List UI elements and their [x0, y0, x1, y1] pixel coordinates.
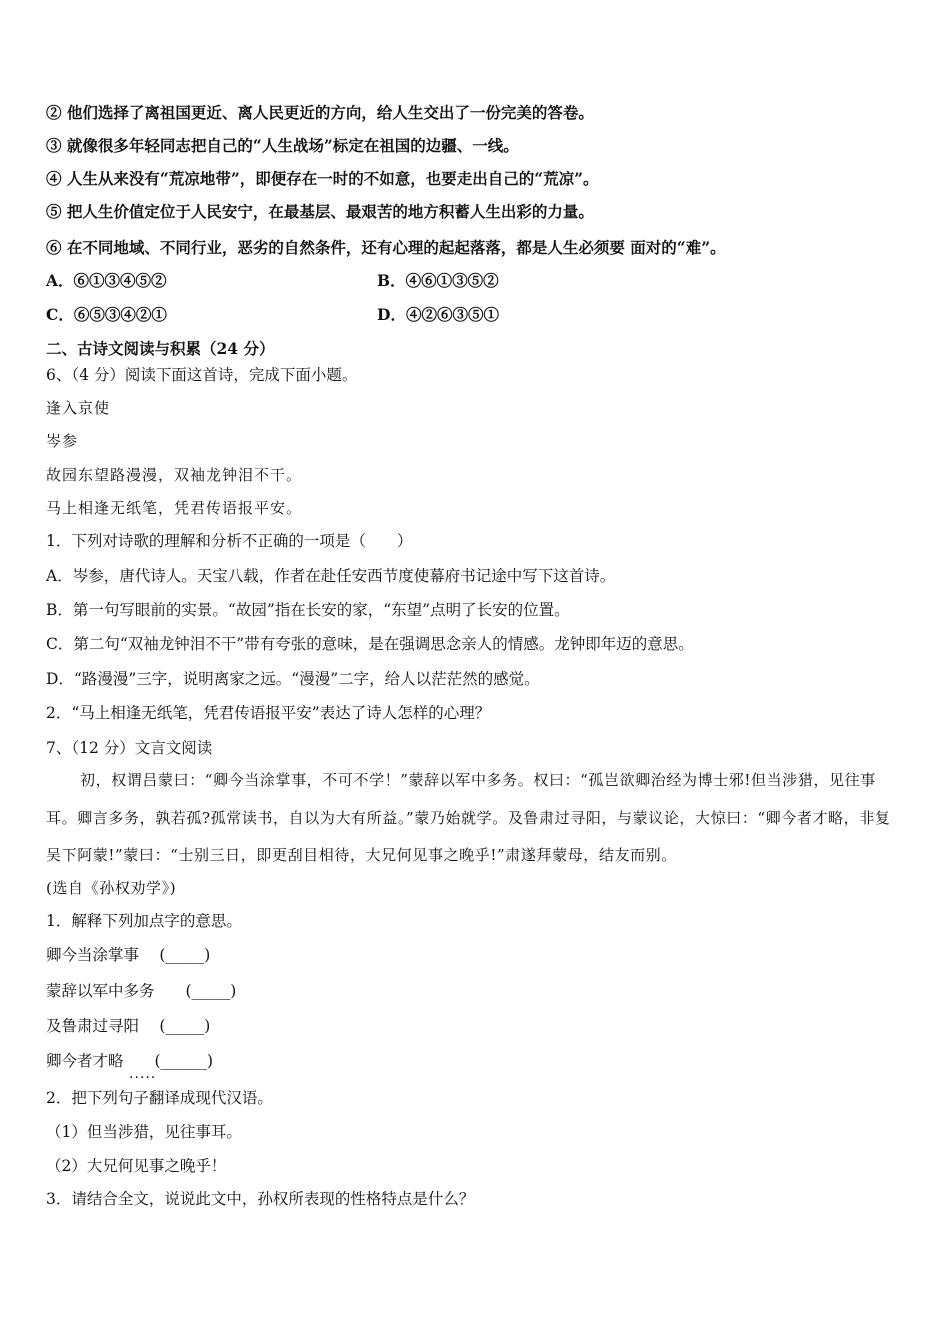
translate-item-2: （2）大兄何见事之晚乎！ — [46, 1157, 227, 1175]
blank-item-1: 卿今当涂掌事 (_____) — [46, 946, 211, 964]
q6-prompt: 6、（4 分）阅读下面这首诗，完成下面小题。 — [46, 366, 358, 384]
choice-a: A．⑥①③④⑤② — [46, 271, 167, 290]
choice-d: D．④②⑥③⑤① — [377, 305, 499, 324]
blank-item-3: 及鲁肃过寻阳 (_____) — [46, 1017, 211, 1035]
poem-line-1: 故园东望路漫漫，双袖龙钟泪不干。 — [46, 466, 303, 484]
emphasis-dots: ..... — [129, 1066, 157, 1082]
q6-sub2: 2．“马上相逢无纸笔，凭君传语报平安”表达了诗人怎样的心理？ — [46, 704, 491, 722]
option-item-2: ② 他们选择了离祖国更近、离人民更近的方向，给人生交出了一份完美的答卷。 — [46, 103, 594, 122]
choice-b: B．④⑥①③⑤② — [377, 271, 499, 290]
passage-source: (选自《孙权劝学》) — [46, 879, 177, 897]
q6-sub1: 1．下列对诗歌的理解和分析不正确的一项是（ ） — [46, 532, 413, 550]
option-item-3: ③ 就像很多年轻同志把自己的“人生战场”标定在祖国的边疆、一线。 — [46, 136, 519, 155]
option-item-6: ⑥ 在不同地域、不同行业，恶劣的自然条件，还有心理的起起落落，都是人生必须要 面对的“难”。 — [46, 238, 726, 257]
translate-item-1: （1）但当涉猎，见往事耳。 — [46, 1123, 242, 1141]
q7-sub2: 2．把下列句子翻译成现代汉语。 — [46, 1089, 273, 1107]
blank-item-4: 卿今者才略 (______) — [46, 1052, 214, 1070]
blank-item-2: 蒙辞以军中多务 (_____) — [46, 982, 237, 1000]
passage-line-2: 耳。卿言多务，孰若孤?孤常读书，自以为大有所益。”蒙乃始就学。及鲁肃过寻阳，与蒙议论，大惊曰：“卿今者才略，非复 — [46, 809, 891, 827]
section-heading: 二、古诗文阅读与积累（24 分） — [46, 339, 275, 358]
q7-sub3: 3．请结合全文，说说此文中，孙权所表现的性格特点是什么？ — [46, 1190, 475, 1208]
option-item-5: ⑤ 把人生价值定位于人民安宁，在最基层、最艰苦的地方积蓄人生出彩的力量。 — [46, 202, 594, 221]
q6-option-c: C．第二句“双袖龙钟泪不干”带有夸张的意味，是在强调思念亲人的情感。龙钟即年迈的意思。 — [46, 635, 694, 653]
poem-line-2: 马上相逢无纸笔，凭君传语报平安。 — [46, 499, 303, 517]
q6-option-d: D．“路漫漫”三字，说明离家之远。“漫漫”二字，给人以茫茫然的感觉。 — [46, 670, 540, 688]
q7-sub1: 1．解释下列加点字的意思。 — [46, 912, 242, 930]
choice-c: C．⑥⑤③④②① — [46, 305, 167, 324]
q6-option-b: B．第一句写眼前的实景。“故园”指在长安的家，“东望”点明了长安的位置。 — [46, 601, 570, 619]
passage-line-1: 初，权谓吕蒙曰：“卿今当涂掌事，不可不学！”蒙辞以军中多务。权曰：“孤岂欲卿治经为博士邪!但当涉猎，见往事 — [80, 771, 876, 789]
q6-option-a: A．岑参，唐代诗人。天宝八载，作者在赴任安西节度使幕府书记途中写下这首诗。 — [46, 567, 616, 585]
passage-line-3: 吴下阿蒙!”蒙曰：“士别三日，即更刮目相待，大兄何见事之晚乎!”肃遂拜蒙母，结友而别。 — [46, 846, 677, 864]
poem-title: 逢入京使 — [46, 399, 111, 417]
option-item-4: ④ 人生从来没有“荒凉地带”，即便存在一时的不如意，也要走出自己的“荒凉”。 — [46, 169, 599, 188]
poem-author: 岑参 — [46, 432, 79, 450]
q7-prompt: 7、（12 分）文言文阅读 — [46, 739, 213, 757]
